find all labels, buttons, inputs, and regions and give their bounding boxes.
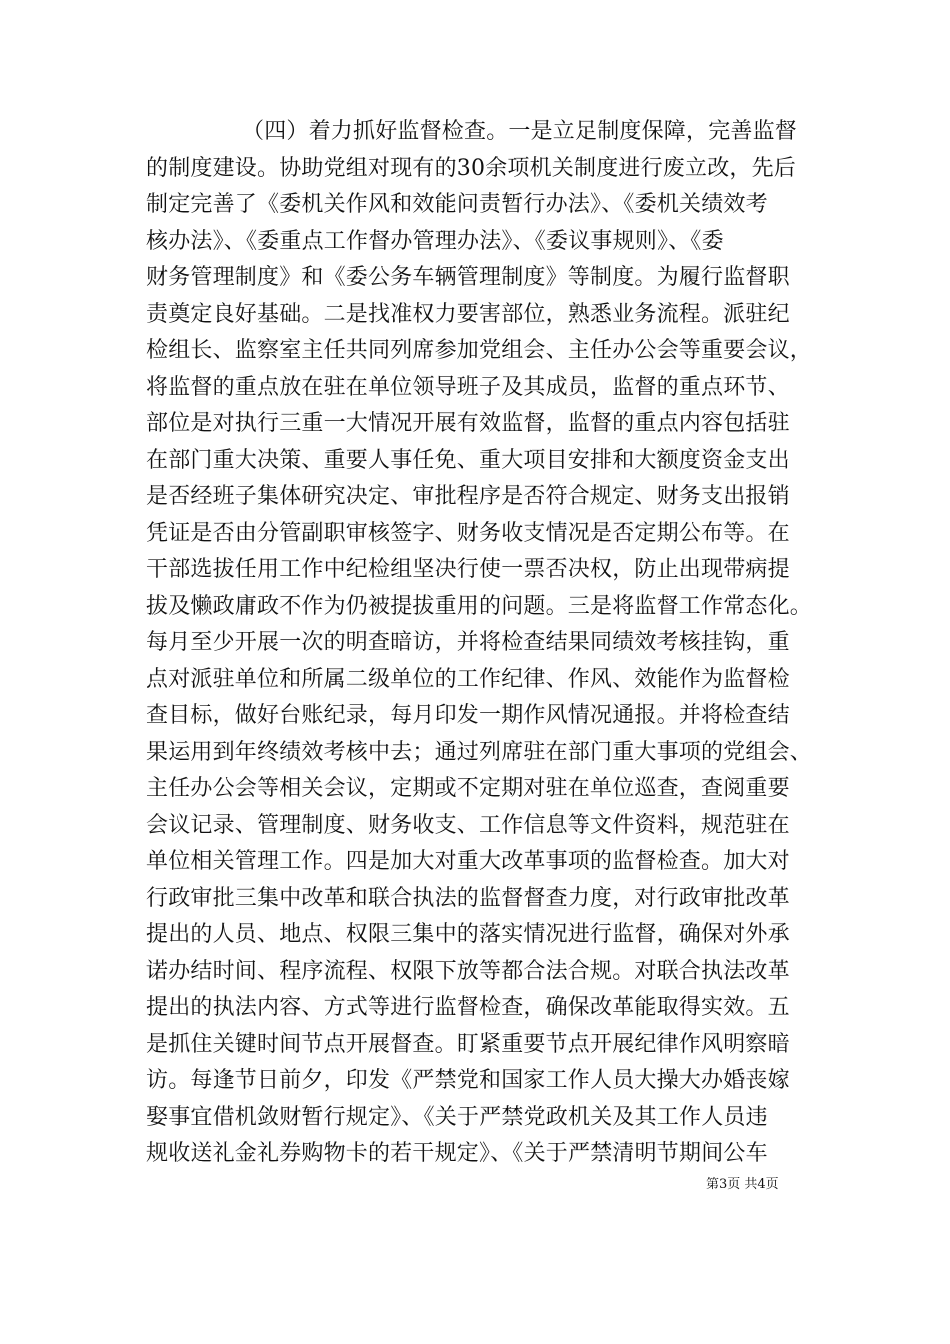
text-line: 是抓住关键时间节点开展督查。盯紧重要节点开展纪律作风明察暗 (146, 1031, 790, 1057)
page-number-footer: 第3页 共4页 (706, 1177, 779, 1192)
text-line: 检组长、监察室主任共同列席参加党组会、主任办公会等重要会议， (146, 338, 813, 363)
text-line: 将监督的重点放在驻在单位领导班子及其成员，监督的重点环节、 (146, 374, 790, 400)
text-line: 干部选拔任用工作中纪检组坚决行使一票否决权，防止出现带病提 (146, 557, 790, 582)
text-line: 会议记录、管理制度、财务收支、工作信息等文件资料，规范驻在 (146, 812, 790, 838)
text-line: 的制度建设。协助党组对现有的30余项机关制度进行废立改，先后 (146, 155, 796, 181)
text-line: 规收送礼金礼券购物卡的若干规定》、《关于严禁清明节期间公车 (146, 1141, 768, 1166)
text-line: （四）着力抓好监督检查。一是立足制度保障，完善监督 (242, 119, 798, 144)
text-line: 娶事宜借机敛财暂行规定》、《关于严禁党政机关及其工作人员违 (146, 1104, 768, 1130)
text-line: 凭证是否由分管副职审核签字、财务收支情况是否定期公布等。在 (146, 520, 790, 546)
text-line: 核办法》、《委重点工作督办管理办法》、《委议事规则》、《委 (146, 228, 724, 254)
text-line: 财务管理制度》和《委公务车辆管理制度》等制度。为履行监督职 (146, 265, 790, 290)
text-line: 责奠定良好基础。二是找准权力要害部位，熟悉业务流程。派驻纪 (146, 301, 790, 327)
text-line: 部位是对执行三重一大情况开展有效监督，监督的重点内容包括驻 (146, 411, 790, 436)
text-line: 访。每逢节日前夕，印发《严禁党和国家工作人员大操大办婚丧嫁 (146, 1068, 790, 1093)
text-line: 拔及懒政庸政不作为仍被提拔重用的问题。三是将监督工作常态化。 (146, 593, 813, 619)
text-line: 提出的执法内容、方式等进行监督检查，确保改革能取得实效。五 (146, 995, 790, 1020)
text-line: 制定完善了《委机关作风和效能问责暂行办法》、《委机关绩效考 (146, 192, 768, 217)
text-line: 主任办公会等相关会议，定期或不定期对驻在单位巡查，查阅重要 (146, 776, 790, 801)
text-line: 诺办结时间、程序流程、权限下放等都合法合规。对联合执法改革 (146, 958, 790, 984)
text-line: 行政审批三集中改革和联合执法的监督督查力度，对行政审批改革 (146, 885, 790, 911)
text-line: 每月至少开展一次的明查暗访，并将检查结果同绩效考核挂钩，重 (146, 630, 790, 655)
text-line: 果运用到年终绩效考核中去；通过列席驻在部门重大事项的党组会、 (146, 739, 813, 765)
text-line: 在部门重大决策、重要人事任免、重大项目安排和大额度资金支出 (146, 447, 790, 473)
text-line: 点对派驻单位和所属二级单位的工作纪律、作风、效能作为监督检 (146, 666, 790, 692)
text-line: 单位相关管理工作。四是加大对重大改革事项的监督检查。加大对 (146, 849, 790, 874)
text-line: 是否经班子集体研究决定、审批程序是否符合规定、财务支出报销 (146, 484, 790, 509)
text-line: 查目标，做好台账纪录，每月印发一期作风情况通报。并将检查结 (146, 703, 790, 728)
body-paragraph (146, 114, 826, 1173)
text-line: 提出的人员、地点、权限三集中的落实情况进行监督，确保对外承 (146, 922, 790, 947)
